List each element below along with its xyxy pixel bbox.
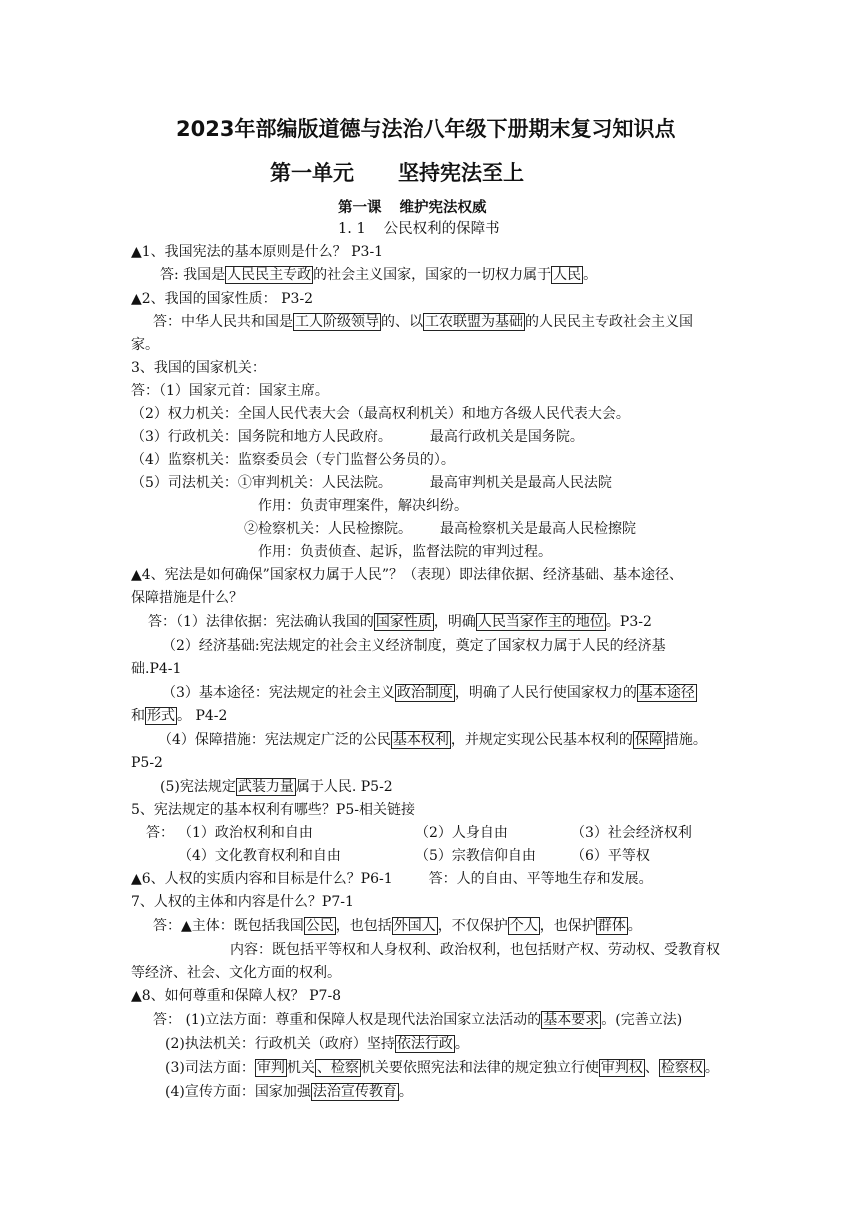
rights-item: （1）政治权利和自由 — [178, 825, 313, 841]
section-heading — [338, 219, 500, 239]
keyword-box: 审判 — [256, 1060, 285, 1076]
keyword-box: 保障 — [634, 732, 663, 748]
keyword-box: 工人阶级领导 — [295, 314, 379, 330]
lesson-number: 第一课 — [338, 200, 382, 216]
answer-8-line: (4)宣传方面：国家加强 法治宣传教育 。 — [165, 1084, 413, 1100]
section-name: 公民权利的保障书 — [383, 221, 500, 237]
answer-2-cont: 家。 — [131, 337, 159, 353]
answer-3-line: （3）行政机关：国务院和地方人民政府。 最高行政机关是国务院。 — [131, 429, 584, 445]
rights-item: （5）宗教信仰自由 — [415, 848, 536, 864]
keyword-box: 法治宣传教育 — [312, 1084, 397, 1100]
keyword-box: 依法行政 — [396, 1036, 453, 1052]
question-7: 7、人权的主体和内容是什么？P7-1 — [131, 894, 354, 910]
question-6: ▲6、人权的实质内容和目标是什么？P6-1 答：人的自由、平等地生存和发展。 — [131, 871, 653, 887]
keyword-box: 公民 — [305, 918, 334, 934]
answer-5-prefix: 答： — [146, 825, 174, 841]
keyword-box: 审判权 — [600, 1060, 643, 1076]
rights-item: （3）社会经济权利 — [571, 825, 692, 841]
keyword-box: 外国人 — [393, 918, 436, 934]
keyword-box: 个人 — [509, 918, 538, 934]
question-4-cont: 保障措施是什么？ — [131, 590, 243, 606]
answer-3-line: 作用：负责审理案件，解决纠纷。 — [258, 498, 468, 514]
keyword-box: 国家性质 — [375, 614, 432, 630]
answer-7-line: 等经济、社会、文化方面的权利。 — [131, 965, 341, 981]
answer-3-line: （2）权力机关：全国人民代表大会（最高权利机关）和地方各级人民代表大会。 — [131, 406, 630, 422]
rights-item: （4）文化教育权利和自由 — [178, 848, 341, 864]
lesson-heading — [338, 198, 487, 218]
question-1: ▲1、我国宪法的基本原则是什么？ P3-1 — [131, 244, 384, 260]
answer-3-line: ②检察机关：人民检擦院。 最高检察机关是最高人民检擦院 — [244, 521, 636, 537]
question-2: ▲2、我国的国家性质： P3-2 — [131, 291, 314, 307]
keyword-box: 武装力量 — [237, 779, 294, 795]
answer-7-line: 内容：既包括平等权和人身权利、政治权利，也包括财产权、劳动权、受教育权 — [230, 942, 720, 958]
answer-4-line: (5)宪法规定 武装力量 属于人民. P5-2 — [160, 779, 393, 795]
rights-item: （2）人身自由 — [415, 825, 508, 841]
answer-4-line: 和 形式 。 P4-2 — [131, 708, 228, 724]
unit-number: 第一单元 — [270, 161, 354, 185]
keyword-box: 检察权 — [660, 1060, 703, 1076]
rights-item: （6）平等权 — [571, 848, 650, 864]
answer-8-line: (3)司法方面： 审判 机关 、检察 机关要依照宪法和法律的规定独立行使 审判权 、 检察权 。 — [165, 1060, 719, 1076]
answer-2: 答：中华人民共和国是 工人阶级领导 的、以 工农联盟为基础 的人民民主专政社会主义国 — [153, 314, 693, 330]
answer-4-line: （2）经济基础:宪法规定的社会主义经济制度，奠定了国家权力属于人民的经济基 — [162, 638, 666, 654]
keyword-box: 工农联盟为基础 — [425, 314, 523, 330]
question-4: ▲4、宪法是如何确保”国家权力属于人民”？（表现）即法律依据、经济基础、基本途径、 — [131, 567, 683, 583]
keyword-box: 人民当家作主的地位 — [477, 614, 604, 630]
keyword-box: 基本权利 — [392, 732, 449, 748]
answer-4-line: 答：（1）法律依据：宪法确认我国的 国家性质 ，明确 人民当家作主的地位 。P3-2 — [148, 614, 652, 630]
answer-7-line: 答：▲主体：既包括我国 公民 ，也包括 外国人 ，不仅保护 个人 ，也保护 群体 。 — [153, 918, 642, 934]
keyword-box: 人民 — [553, 267, 582, 283]
keyword-box: 人民民主专政 — [227, 267, 312, 283]
answer-4-line: （3）基本途径：宪法规定的社会主义 政治制度 ，明确了人民行使国家权力的 基本途径 — [162, 685, 695, 701]
keyword-box: 基本途径 — [638, 685, 695, 701]
keyword-box: 政治制度 — [396, 685, 453, 701]
section-number: 1. 1 — [338, 221, 366, 237]
question-3: 3、我国的国家机关： — [131, 360, 266, 376]
question-8: ▲8、如何尊重和保障人权？ P7-8 — [131, 988, 342, 1004]
answer-3-line: （4）监察机关：监察委员会（专门监督公务员的）。 — [131, 452, 455, 468]
keyword-box: 基本要求 — [543, 1012, 600, 1028]
lesson-name: 维护宪法权威 — [399, 200, 487, 216]
document-title: 2023年部编版道德与法治八年级下册期末复习知识点 — [176, 117, 676, 141]
keyword-box: 形式 — [147, 708, 175, 724]
answer-6: 答：人的自由、平等地生存和发展。 — [428, 871, 653, 887]
unit-heading — [270, 158, 524, 188]
answer-1: 答: 我国是 人民民主专政 的社会主义国家，国家的一切权力属于 人民 。 — [160, 267, 598, 283]
answer-4-line: 础.P4-1 — [131, 661, 182, 677]
keyword-box: 、检察 — [316, 1060, 359, 1076]
answer-4-line: P5-2 — [131, 755, 163, 771]
answer-3-line: 答：（1）国家元首：国家主席。 — [131, 383, 329, 399]
answer-8-line: 答： (1)立法方面：尊重和保障人权是现代法治国家立法活动的 基本要求 。(完善立法) — [153, 1012, 683, 1028]
unit-name: 坚持宪法至上 — [398, 161, 524, 185]
question-5: 5、宪法规定的基本权利有哪些？P5-相关链接 — [131, 802, 415, 818]
answer-3-line: （5）司法机关：①审判机关：人民法院。 最高审判机关是最高人民法院 — [131, 475, 612, 491]
answer-3-line: 作用：负责侦查、起诉，监督法院的审判过程。 — [258, 544, 552, 560]
answer-8-line: (2)执法机关：行政机关（政府）坚持 依法行政 。 — [165, 1036, 469, 1052]
keyword-box: 群体 — [597, 918, 626, 934]
answer-4-line: （4）保障措施：宪法规定广泛的公民 基本权利 ，并规定实现公民基本权利的 保障 措施。 — [158, 732, 707, 748]
